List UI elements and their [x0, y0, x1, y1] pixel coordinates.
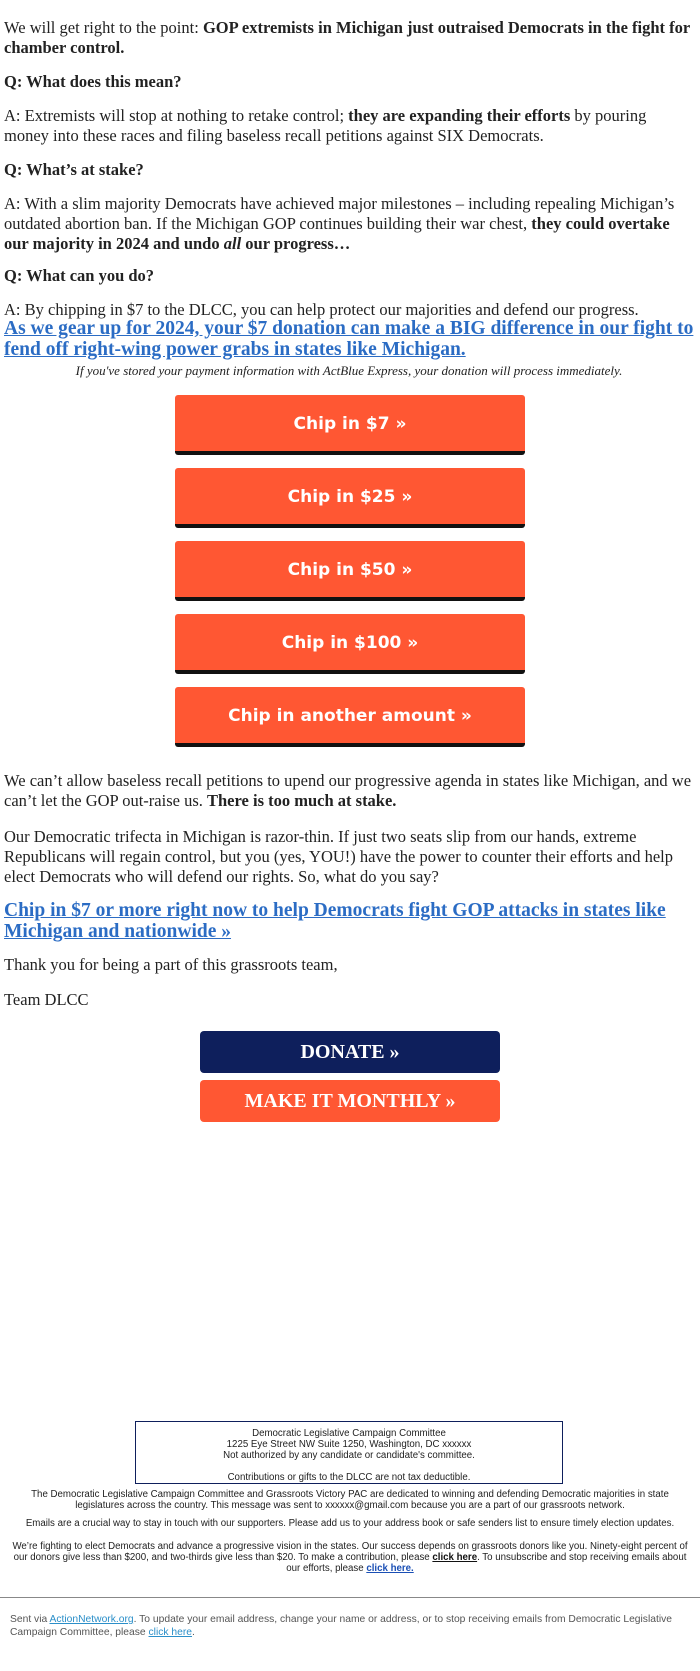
footer-divider: [0, 1597, 700, 1598]
contribute-link[interactable]: click here: [432, 1552, 478, 1563]
chip-7-button[interactable]: Chip in $7 »: [175, 395, 525, 455]
actionnetwork-link[interactable]: ActionNetwork.org: [49, 1614, 134, 1625]
footer-address: 1225 Eye Street NW Suite 1250, Washington, DC xxxxxx: [226, 1439, 472, 1450]
update-preferences-link[interactable]: click here: [148, 1627, 193, 1638]
bottom-pre: Sent via: [10, 1614, 50, 1625]
answer-3: A: By chipping in $7 to the DLCC, you can help protect our majorities and defend our progress.: [4, 300, 639, 319]
answer-2-bold: they could overtake our majority in 2024 and undo: [4, 214, 670, 253]
answer-1: [4, 106, 694, 146]
question-3: Q: What can you do?: [4, 266, 155, 285]
thanks-text: Thank you for being a part of this grassroots team,: [4, 955, 338, 974]
question-1: Q: What does this mean?: [4, 72, 182, 91]
donate-button[interactable]: DONATE »: [200, 1031, 500, 1073]
intro-paragraph: [4, 18, 694, 58]
make-monthly-button[interactable]: MAKE IT MONTHLY »: [200, 1080, 500, 1122]
signature: Team DLCC: [4, 990, 89, 1009]
footer-address-box: [135, 1421, 563, 1484]
footer-text-3-mid: . To unsubscribe and stop receiving emails about our efforts, please: [286, 1552, 687, 1574]
paragraph-recall-text: We can’t allow baseless recall petitions to upend our progressive agenda in states like Michigan, and we can’t let the GOP out-raise us.: [4, 771, 692, 810]
footer-text-2: Emails are a crucial way to stay in touch with our supporters. Please add us to your address book or safe senders list to ensure timely election updates.: [25, 1518, 675, 1529]
chip-25-button[interactable]: Chip in $25 »: [175, 468, 525, 528]
paragraph-recall: [4, 771, 694, 811]
footer-auth: Not authorized by any candidate or candidate's committee.: [223, 1450, 475, 1461]
bottom-post: .: [192, 1627, 195, 1638]
paragraph-trifecta: Our Democratic trifecta in Michigan is razor-thin. If just two seats slip from our hands, extreme Republicans will regain control, but you (yes, YOU!) have the power to counter their efforts and help elect Democrats who will defend our rights. So, what do you say?: [4, 827, 673, 886]
answer-1-pre: A: Extremists will stop at nothing to retake control;: [4, 106, 349, 125]
actblue-express-note: If you've stored your payment information with ActBlue Express, your donation will process immediately.: [75, 363, 623, 378]
donate-link-chip-7[interactable]: Chip in $7 or more right now to help Democrats fight GOP attacks in states like Michigan and nationwide »: [4, 900, 666, 942]
paragraph-recall-bold: There is too much at stake.: [207, 791, 397, 810]
bottom-mid: . To update your email address, change your name or address, or to stop receiving emails from Democratic Legislative Campaign Committee, please: [10, 1614, 672, 1638]
footer-text-1: The Democratic Legislative Campaign Committee and Grassroots Victory PAC are dedicated to winning and defending Democratic majorities in state legislatures across the country. This message was sent to xxxxxx@gmail.com because you are a part of our grassroots network.: [31, 1489, 669, 1511]
answer-2-bold-end: our progress…: [241, 234, 351, 253]
footer-text-3-pre: We’re fighting to elect Democrats and advance a progressive vision in the states. Our success depends on grassroots donors like you. Ninety-eight percent of our donors give less than $200, and two-thirds give less than $20. To make a contribution, please: [12, 1541, 688, 1563]
answer-2: [4, 194, 694, 254]
question-2: Q: What’s at stake?: [4, 160, 144, 179]
donate-link-gear-up[interactable]: As we gear up for 2024, your $7 donation can make a BIG difference in our fight to fend off right-wing power grabs in states like Michigan.: [4, 318, 694, 360]
chip-100-button[interactable]: Chip in $100 »: [175, 614, 525, 674]
footer-tax: Contributions or gifts to the DLCC are not tax deductible.: [227, 1472, 471, 1483]
answer-2-pre: A: With a slim majority Democrats have achieved major milestones – including repealing Michigan’s outdated abortion ban. If the Michigan GOP continues building their war chest,: [4, 194, 675, 233]
unsubscribe-link[interactable]: click here.: [366, 1563, 414, 1574]
chip-other-amount-button[interactable]: Chip in another amount »: [175, 687, 525, 747]
answer-2-italic: all: [223, 234, 242, 253]
footer-text-3: [8, 1541, 692, 1574]
answer-1-post: by pouring money into these races and filing baseless recall petitions against SIX Democrats.: [4, 106, 647, 145]
intro-bold: GOP extremists in Michigan just outraised Democrats in the fight for chamber control.: [4, 18, 690, 57]
footer-org: Democratic Legislative Campaign Committee: [252, 1428, 446, 1439]
chip-50-button[interactable]: Chip in $50 »: [175, 541, 525, 601]
intro-lead: We will get right to the point:: [4, 18, 203, 37]
bottom-footer: [10, 1613, 680, 1639]
answer-1-bold: they are expanding their efforts: [348, 106, 571, 125]
